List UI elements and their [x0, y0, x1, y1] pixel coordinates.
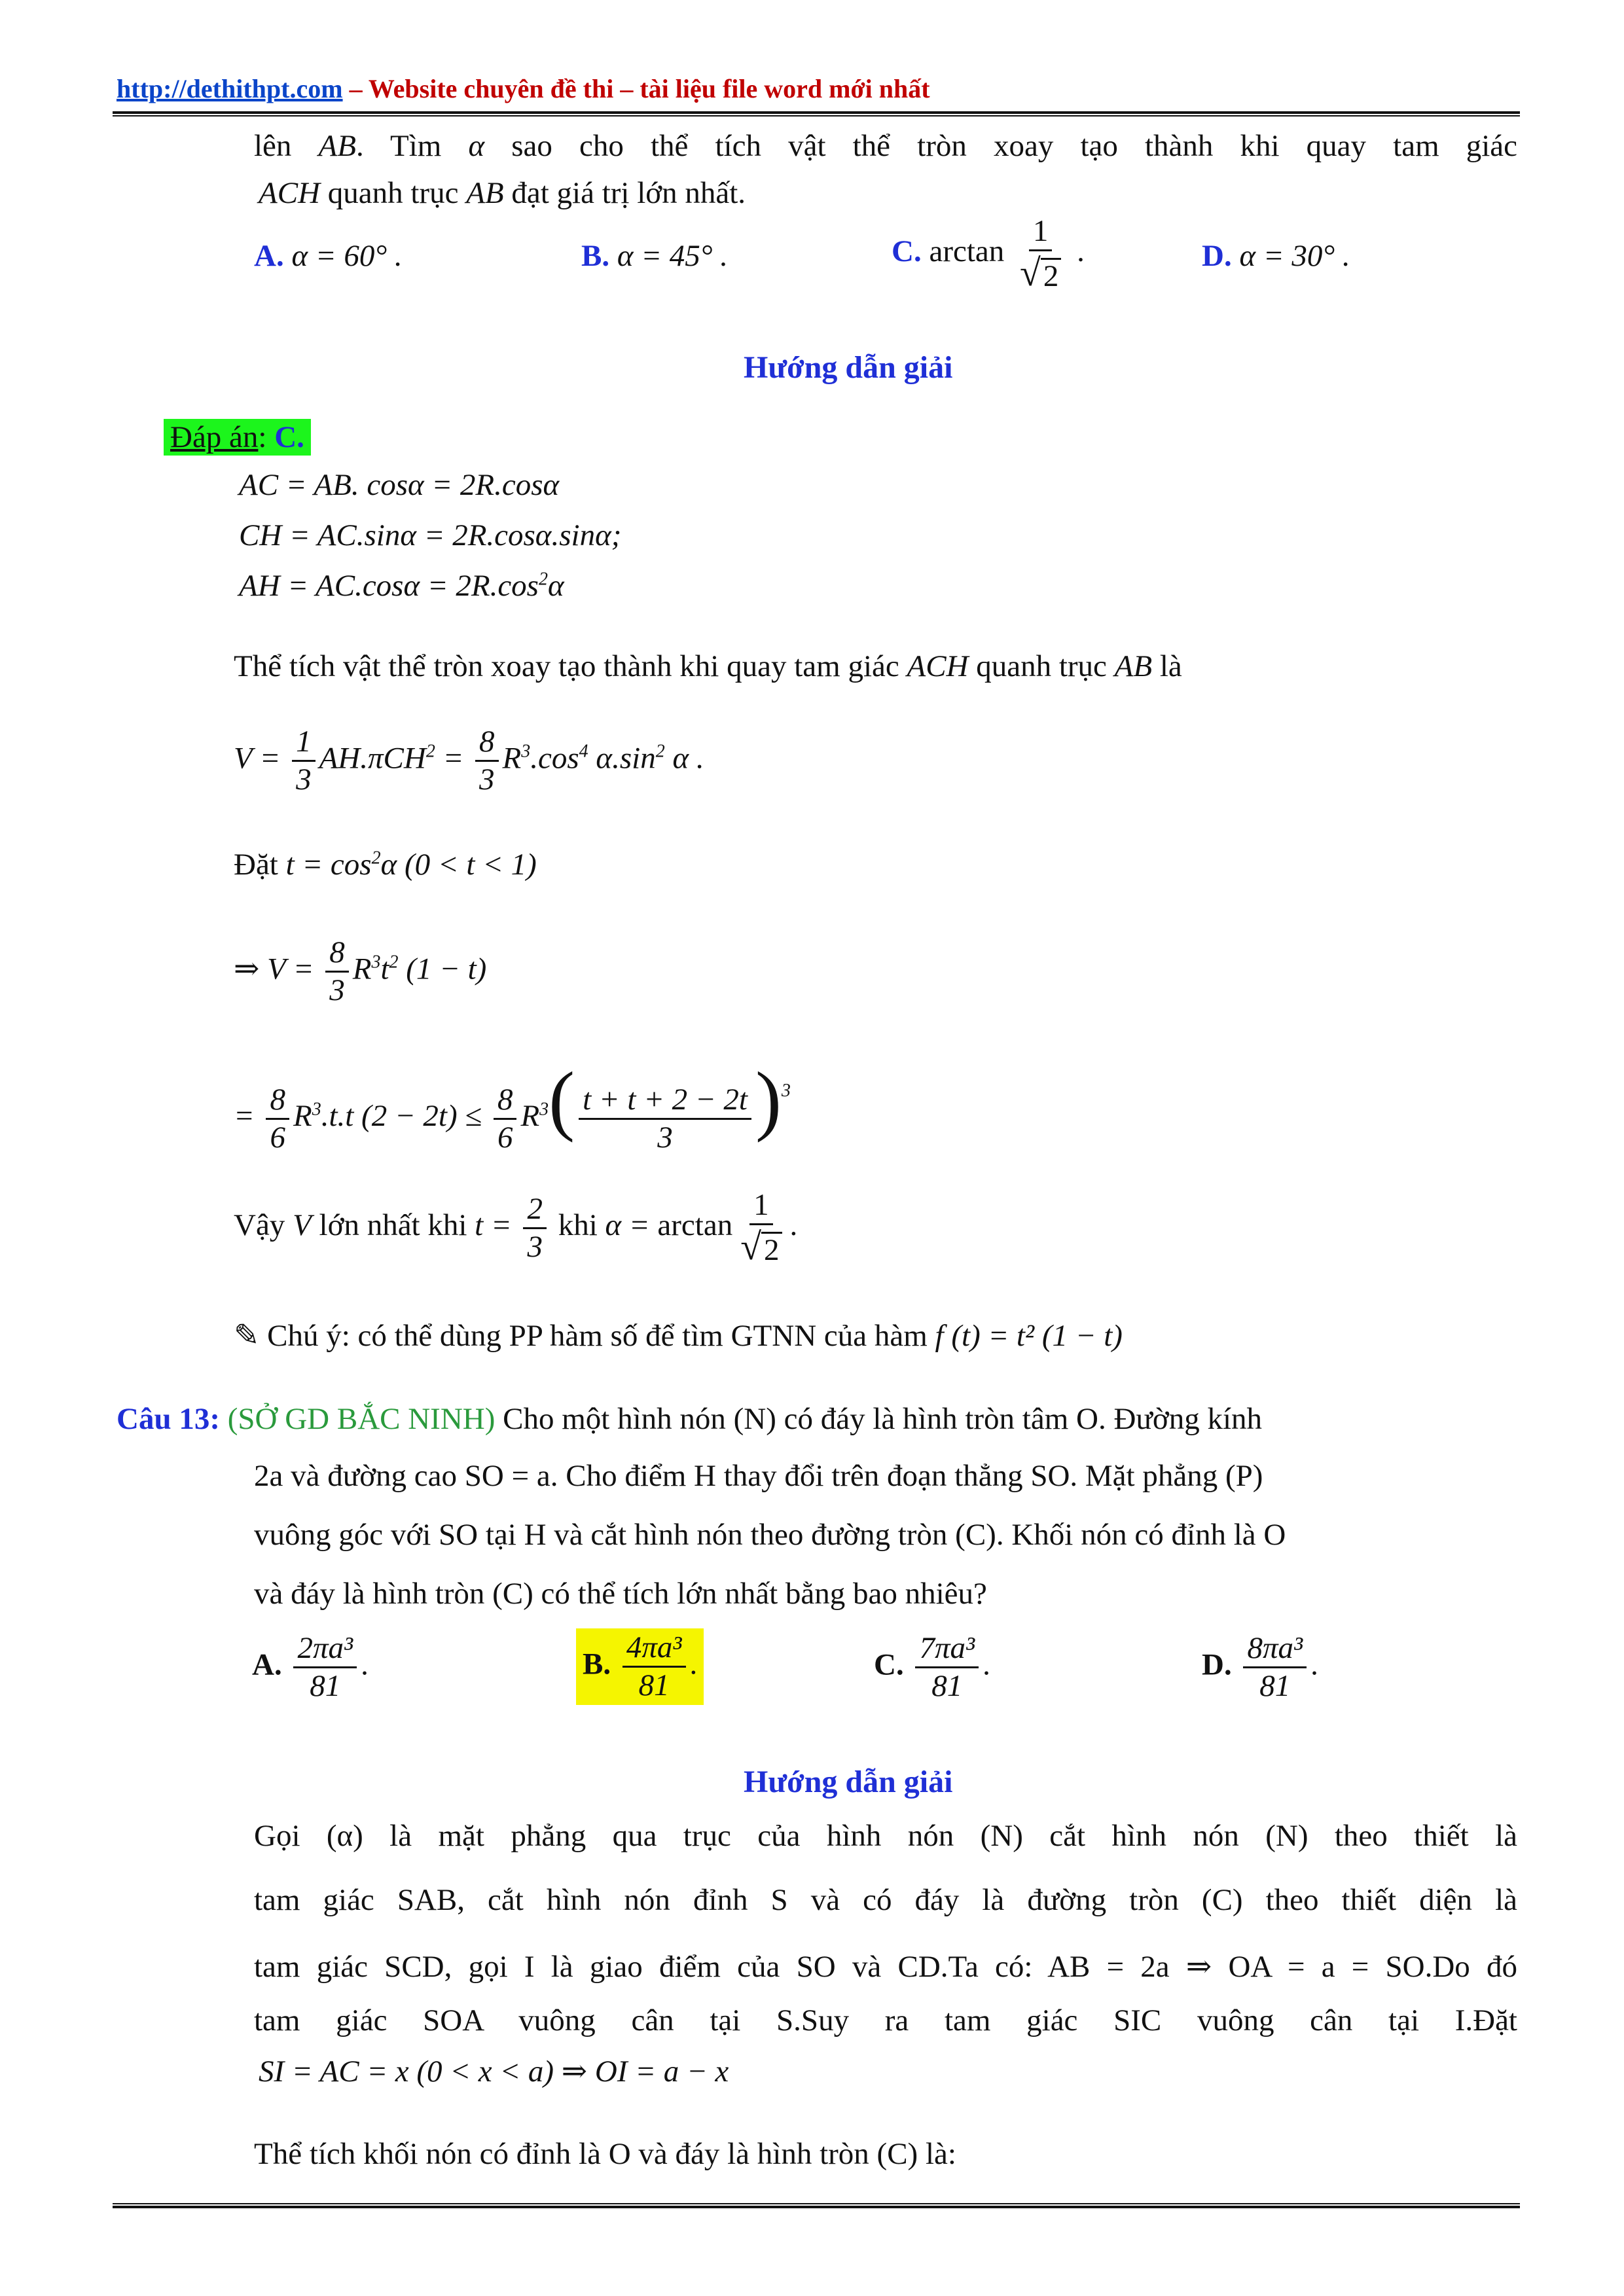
- solution13-p5: SI = AC = x (0 < x < a) ⇒ OI = a − x: [259, 2054, 729, 2089]
- eq-ah: AH = $AC.\cos\alpha = 2R.\cos^2\alpha$: [239, 569, 564, 603]
- volume-text: Thể tích vật thể tròn xoay tạo thành khi quay tam giác ACH quanh trục AB là: [234, 649, 1182, 683]
- p13-option-c: C. $\frac{\text{7πa³}}{81}$ .: [874, 1631, 990, 1703]
- p13-option-d: D. $\frac{\text{8πa³}}{81}$ .: [1202, 1631, 1318, 1703]
- problem12-line2: ACH quanh trục AB đạt giá trị lớn nhất.: [259, 176, 746, 210]
- pencil-icon: ✎: [234, 1319, 260, 1353]
- problem13-line1: Câu 13: (SỞ GD BẮC NINH) Cho một hình nón (N) có đáy là hình tròn tâm O. Đường kính: [117, 1402, 1263, 1436]
- answer-line: Đáp án: C.: [164, 422, 311, 453]
- problem12-line1: lên AB. Tìm α sao cho thể tích vật thể tròn xoay tạo thành khi quay tam giác: [254, 129, 1518, 163]
- v-in-t: ⇒ V = $\frac{8}{3}$ $R^3t^2$ (1 − t): [234, 935, 487, 1007]
- solution13-p6: Thể tích khối nón có đỉnh là O và đáy là hình tròn (C) là:: [254, 2137, 956, 2171]
- solution13-p2: tam giác SAB, cắt hình nón đỉnh S và có đáy là đường tròn (C) theo thiết diện là: [254, 1883, 1517, 1917]
- p12-option-c: C. arctan 1 √ 2 .: [892, 214, 1085, 294]
- problem13-line3: vuông góc với SO tại H và cắt hình nón theo đường tròn (C). Khối nón có đỉnh là O: [254, 1518, 1286, 1552]
- p13-option-a: A. $\frac{\text{2πa³}}{81}$ .: [252, 1631, 369, 1703]
- eq-ch: CH = AC.sinα = 2R.cosα.sinα;: [239, 518, 622, 552]
- substitution: Đặt $t = \cos^2\alpha$ (0 < t < 1): [234, 848, 537, 882]
- p12-option-b: B. α = 45° .: [581, 239, 729, 273]
- solution13-p3: tam giác SCD, gọi I là giao điểm của SO và CD.Ta có: AB = 2a ⇒ OA = a = SO.Do đó: [254, 1950, 1517, 1984]
- p12-option-d: D. α = 30° .: [1202, 239, 1350, 273]
- solution13-p1: Gọi (α) là mặt phẳng qua trục của hình nón (N) cắt hình nón (N) theo thiết là: [254, 1819, 1517, 1853]
- header-rule-thin: [113, 115, 1520, 117]
- page-header: [117, 73, 930, 104]
- solution13-p4: tam giác SOA vuông cân tại S.Suy ra tam giác SIC vuông cân tại I.Đặt: [254, 2003, 1517, 2037]
- header-link[interactable]: http://dethithpt.com: [117, 74, 343, 103]
- problem13-line4: và đáy là hình tròn (C) có thể tích lớn nhất bằng bao nhiêu?: [254, 1577, 987, 1611]
- eq-ac: AC = AB. cosα = 2R.cosα: [239, 468, 560, 502]
- solution13-title: Hướng dẫn giải: [744, 1765, 953, 1799]
- p12-option-a: A. α = 60° .: [254, 239, 403, 273]
- header-rule: [113, 111, 1520, 114]
- volume-formula: V = $\frac{1}{3}$ AH.πCH$^2$ = $\frac{8}{3}$ $R^3.\cos^4$ $\alpha.\sin^2$ α .: [234, 725, 704, 797]
- problem13-line2: 2a và đường cao SO = a. Cho điểm H thay đổi trên đoạn thẳng SO. Mặt phẳng (P): [254, 1459, 1263, 1493]
- p13-option-b: B. $\frac{\text{4πa³}}{81}$ .: [576, 1628, 704, 1705]
- footer-rule: [113, 2206, 1520, 2208]
- solution12-title: Hướng dẫn giải: [744, 350, 953, 385]
- footer-rule-thin: [113, 2203, 1520, 2204]
- conclusion: Vậy V lớn nhất khi t = $\frac{2}{3}$ khi α = arctan 1 √ 2 .: [234, 1188, 798, 1268]
- header-tagline: – Website chuyên đề thi – tài liệu file word mới nhất: [342, 74, 930, 103]
- note-line: ✎ Chú ý: có thể dùng PP hàm số để tìm GTNN của hàm f (t) = t² (1 − t): [234, 1319, 1123, 1353]
- am-gm-inequality: = $\frac{8}{6}$ $R^3.t.t$ (2 − 2t) ≤ $\frac{8}{6}$ $R^3$( $\frac{t + t + 2 - 2t}{3}$ )$^3$: [234, 1056, 791, 1155]
